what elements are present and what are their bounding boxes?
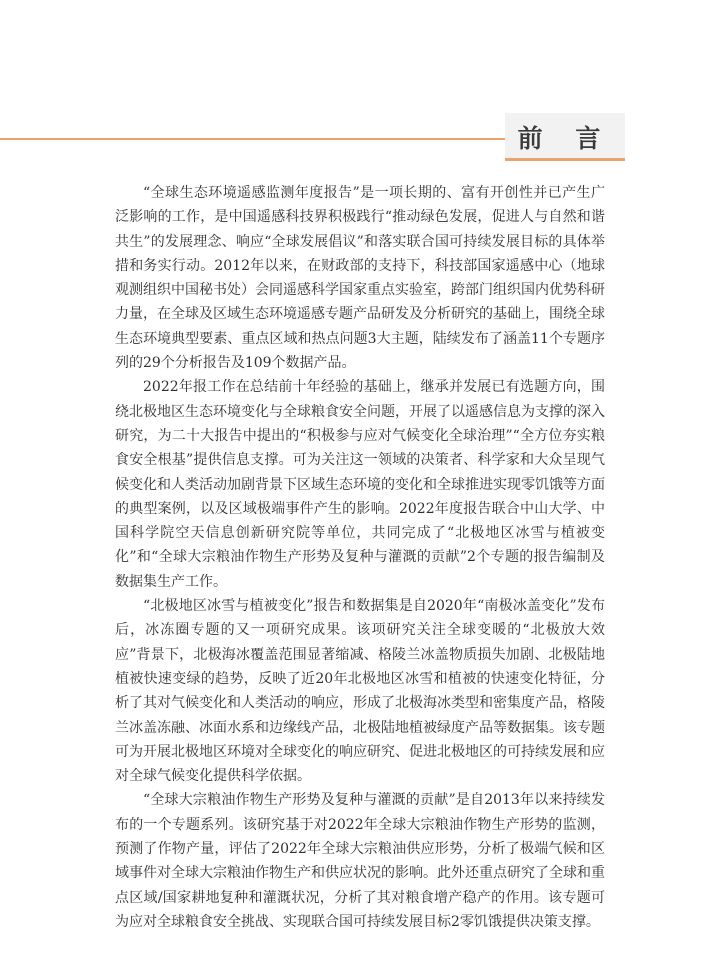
paragraph-2: 2022年报工作在总结前十年经验的基础上，继承并发展已有选题方向，围绕北极地区生态环境变化与全球粮食安全问题，开展了以遥感信息为支撑的深入研究，为二十大报告中提出的“积极参与应对气候变化全球治理”“全方位夯实粮食安全根基”提供信息支撑。可为关注这一领域的决策者、科学家和大众呈现气候变化和人类活动加剧背景下区域生态环境的变化和全球推进实现零饥饿等方面的典型案例，以及区域极端事件产生的影响。2022年度报告联合中山大学、中国科学院空天信息创新研究院等单位，共同完成了“北极地区冰雪与植被变化”和“全球大宗粮油作物生产形势及复种与灌溉的贡献”2个专题的报告编制及数据集生产工作。 bbox=[115, 379, 605, 590]
header-divider-line bbox=[0, 138, 520, 140]
page-title: 前 言 bbox=[517, 124, 613, 153]
title-box bbox=[505, 113, 625, 161]
paragraph-4: “全球大宗粮油作物生产形势及复种与灌溉的贡献”是自2013年以来持续发布的一个专题系列。该研究基于对2022年全球大宗粮油作物生产形势的监测，预测了作物产量，评估了2022年全球大宗粮油供应形势，分析了极端气候和区域事件对全球大宗粮油作物生产和供应状况的影响。此外还重点研究了全球和重点区域/国家耕地复种和灌溉状况，分析了其对粮食增产稳产的作用。该专题可为应对全球粮食安全挑战、实现联合国可持续发展目标2零饥饿提供决策支撑。 bbox=[115, 792, 605, 930]
paragraph-1: “全球生态环境遥感监测年度报告”是一项长期的、富有开创性并已产生广泛影响的工作，是中国遥感科技界积极践行“推动绿色发展，促进人与自然和谐共生”的发展理念、响应“全球发展倡议”和落实联合国可持续发展目标的具体举措和务实行动。2012年以来，在财政部的支持下，科技部国家遥感中心（地球观测组织中国秘书处）会同遥感科学国家重点实验室，跨部门组织国内优势科研力量，在全球及区域生态环境遥感专题产品研发及分析研究的基础上，围绕全球生态环境典型要素、重点区域和热点问题3大主题，陆续发布了涵盖11个专题序列的29个分析报告及109个数据产品。 bbox=[115, 185, 605, 372]
paragraph-3: “北极地区冰雪与植被变化”报告和数据集是自2020年“南极冰盖变化”发布后，冰冻圈专题的又一项研究成果。该项研究关注全球变暖的“北极放大效应”背景下，北极海冰覆盖范围显著缩减、格陵兰冰盖物质损失加剧、北极陆地植被快速变绿的趋势，反映了近20年北极地区冰雪和植被的快速变化特征，分析了其对气候变化和人类活动的响应，形成了北极海冰类型和密集度产品，格陵兰冰盖冻融、冰面水系和边缘线产品，北极陆地植被绿度产品等数据集。该专题可为开展北极地区环境对全球变化的响应研究、促进北极地区的可持续发展和应对全球气候变化提供科学依据。 bbox=[115, 598, 605, 785]
preface-body bbox=[115, 181, 605, 934]
